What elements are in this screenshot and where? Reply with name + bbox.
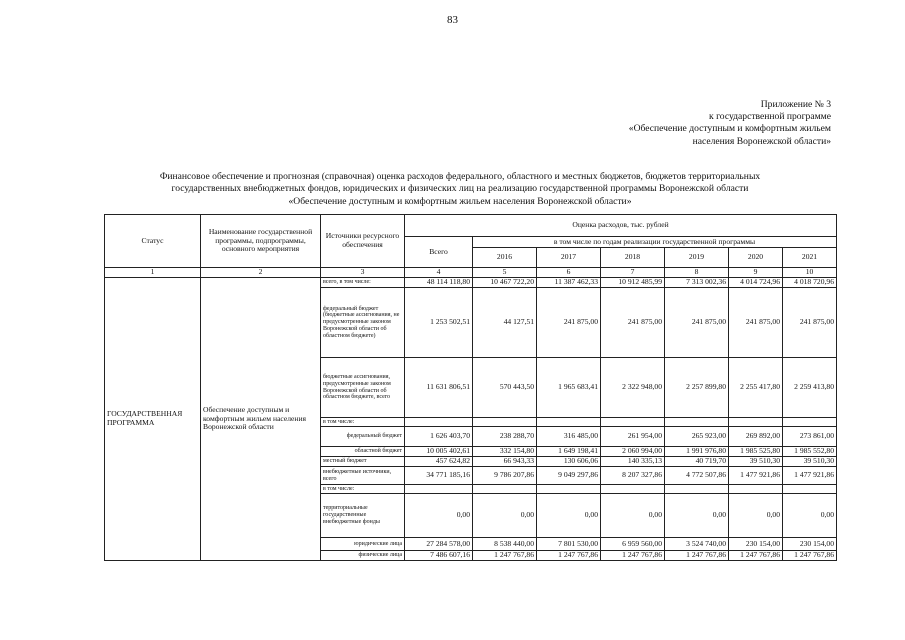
value-cell [783,418,837,427]
header-status: Статус [105,215,201,268]
value-cell: 4 772 507,86 [665,467,729,485]
value-cell: 10 467 722,20 [473,278,537,288]
table-row [105,278,837,288]
header-year: 2017 [537,248,601,268]
value-cell: 1 965 683,41 [537,358,601,418]
value-cell: 0,00 [405,494,473,538]
value-cell: 316 485,00 [537,427,601,447]
value-cell: 1 247 767,86 [473,551,537,561]
title-line-2: государственных внебюджетных фондов, юридических и физических лиц на реализацию государственной программы Воронежской области [171,183,749,195]
value-cell: 9 049 297,86 [537,467,601,485]
value-cell: 0,00 [665,494,729,538]
value-cell: 39 510,30 [783,457,837,467]
value-cell: 457 624,82 [405,457,473,467]
financing-table [104,214,837,561]
value-cell: 4 018 720,96 [783,278,837,288]
value-cell: 1 477 921,86 [729,467,783,485]
appendix-note [629,99,831,148]
title-line-1: Финансовое обеспечение и прогнозная (справочная) оценка расходов федерального, областного и местных бюджетов, бюджетов территориальных [159,171,761,182]
status-cell: ГОСУДАРСТВЕННАЯ ПРОГРАММА [105,278,201,561]
value-cell: 130 606,06 [537,457,601,467]
column-number: 7 [601,268,665,278]
header-name: Наименование государственной программы, подпрограммы, основного мероприятия [201,215,321,268]
page-number: 83 [447,14,458,26]
value-cell [665,485,729,494]
value-cell: 1 477 921,86 [783,467,837,485]
source-cell: территориальные государственные внебюджетные фонды [321,494,405,538]
value-cell: 2 255 417,80 [729,358,783,418]
source-cell: всего, в том числе: [321,278,405,288]
appendix-line-4: населения Воронежской области» [692,135,831,147]
value-cell: 11 631 806,51 [405,358,473,418]
value-cell: 0,00 [783,494,837,538]
header-year: 2019 [665,248,729,268]
value-cell: 1 247 767,86 [729,551,783,561]
value-cell: 4 014 724,96 [729,278,783,288]
appendix-line-2: к государственной программе [709,111,831,123]
header-by-years: в том числе по годам реализации государственной программы [473,237,837,248]
source-cell: местный бюджет [321,457,405,467]
header-year: 2018 [601,248,665,268]
column-number: 9 [729,268,783,278]
value-cell [405,418,473,427]
value-cell: 2 322 948,00 [601,358,665,418]
value-cell [405,485,473,494]
value-cell: 11 387 462,33 [537,278,601,288]
value-cell: 8 538 440,00 [473,538,537,551]
value-cell: 0,00 [537,494,601,538]
title-line-3: «Обеспечение доступным и комфортным жильем населения Воронежской области» [288,195,632,207]
value-cell [601,485,665,494]
value-cell: 230 154,00 [783,538,837,551]
value-cell: 332 154,80 [473,447,537,457]
column-number: 1 [105,268,201,278]
value-cell: 7 801 530,00 [537,538,601,551]
value-cell: 1 247 767,86 [783,551,837,561]
source-cell: внебюджетные источники, всего [321,467,405,485]
value-cell: 241 875,00 [537,288,601,358]
value-cell [783,485,837,494]
value-cell: 238 288,70 [473,427,537,447]
value-cell: 1 985 552,80 [783,447,837,457]
value-cell: 1 985 525,80 [729,447,783,457]
header-total: Всего [405,237,473,268]
value-cell [665,418,729,427]
value-cell: 27 284 578,00 [405,538,473,551]
header-sources: Источники ресурсного обеспечения [321,215,405,268]
value-cell: 66 943,33 [473,457,537,467]
column-number: 4 [405,268,473,278]
value-cell: 9 786 207,86 [473,467,537,485]
value-cell [729,485,783,494]
value-cell: 0,00 [473,494,537,538]
value-cell [537,485,601,494]
value-cell [729,418,783,427]
column-number: 6 [537,268,601,278]
column-number: 10 [783,268,837,278]
value-cell: 7 313 002,36 [665,278,729,288]
appendix-line-3: «Обеспечение доступным и комфортным жильем [628,123,831,135]
value-cell: 241 875,00 [729,288,783,358]
value-cell [473,485,537,494]
program-name-cell: Обеспечение доступным и комфортным жильем населения Воронежской области [201,278,321,561]
value-cell: 40 719,70 [665,457,729,467]
source-cell: федеральный бюджет (бюджетные ассигнования, не предусмотренные законом Воронежской области об областном бюджете) [321,288,405,358]
value-cell: 1 649 198,41 [537,447,601,457]
value-cell: 0,00 [601,494,665,538]
value-cell: 265 923,00 [665,427,729,447]
value-cell [537,418,601,427]
source-cell: областной бюджет [321,447,405,457]
value-cell: 1 991 976,80 [665,447,729,457]
value-cell: 48 114 118,80 [405,278,473,288]
value-cell: 44 127,51 [473,288,537,358]
value-cell: 2 257 899,80 [665,358,729,418]
column-number: 2 [201,268,321,278]
source-cell: физические лица [321,551,405,561]
value-cell: 261 954,00 [601,427,665,447]
value-cell: 39 510,30 [729,457,783,467]
header-year: 2016 [473,248,537,268]
source-cell: в том числе: [321,485,405,494]
source-cell: в том числе: [321,418,405,427]
value-cell: 2 060 994,00 [601,447,665,457]
column-number: 5 [473,268,537,278]
value-cell: 241 875,00 [783,288,837,358]
value-cell: 8 207 327,86 [601,467,665,485]
value-cell [473,418,537,427]
document-title [90,171,830,208]
value-cell: 230 154,00 [729,538,783,551]
source-cell: бюджетные ассигнования, предусмотренные законом Воронежской области об областном бюджете, всего [321,358,405,418]
value-cell: 7 486 607,16 [405,551,473,561]
value-cell: 6 959 560,00 [601,538,665,551]
value-cell: 1 247 767,86 [537,551,601,561]
value-cell: 10 005 402,61 [405,447,473,457]
value-cell: 1 247 767,86 [601,551,665,561]
value-cell: 241 875,00 [601,288,665,358]
value-cell: 1 626 403,70 [405,427,473,447]
header-year: 2020 [729,248,783,268]
value-cell [601,418,665,427]
value-cell: 241 875,00 [665,288,729,358]
value-cell: 570 443,50 [473,358,537,418]
value-cell: 273 861,00 [783,427,837,447]
value-cell: 269 892,00 [729,427,783,447]
column-number: 8 [665,268,729,278]
appendix-line-1: Приложение № 3 [760,99,831,110]
column-number-row [105,268,837,278]
column-number: 3 [321,268,405,278]
header-year: 2021 [783,248,837,268]
header-estimate: Оценка расходов, тыс. рублей [405,215,837,237]
source-cell: федеральный бюджет [321,427,405,447]
value-cell: 1 247 767,86 [665,551,729,561]
value-cell: 34 771 185,16 [405,467,473,485]
value-cell: 1 253 502,51 [405,288,473,358]
value-cell: 2 259 413,80 [783,358,837,418]
value-cell: 0,00 [729,494,783,538]
source-cell: юридические лица [321,538,405,551]
value-cell: 3 524 740,00 [665,538,729,551]
value-cell: 140 335,13 [601,457,665,467]
value-cell: 10 912 485,99 [601,278,665,288]
